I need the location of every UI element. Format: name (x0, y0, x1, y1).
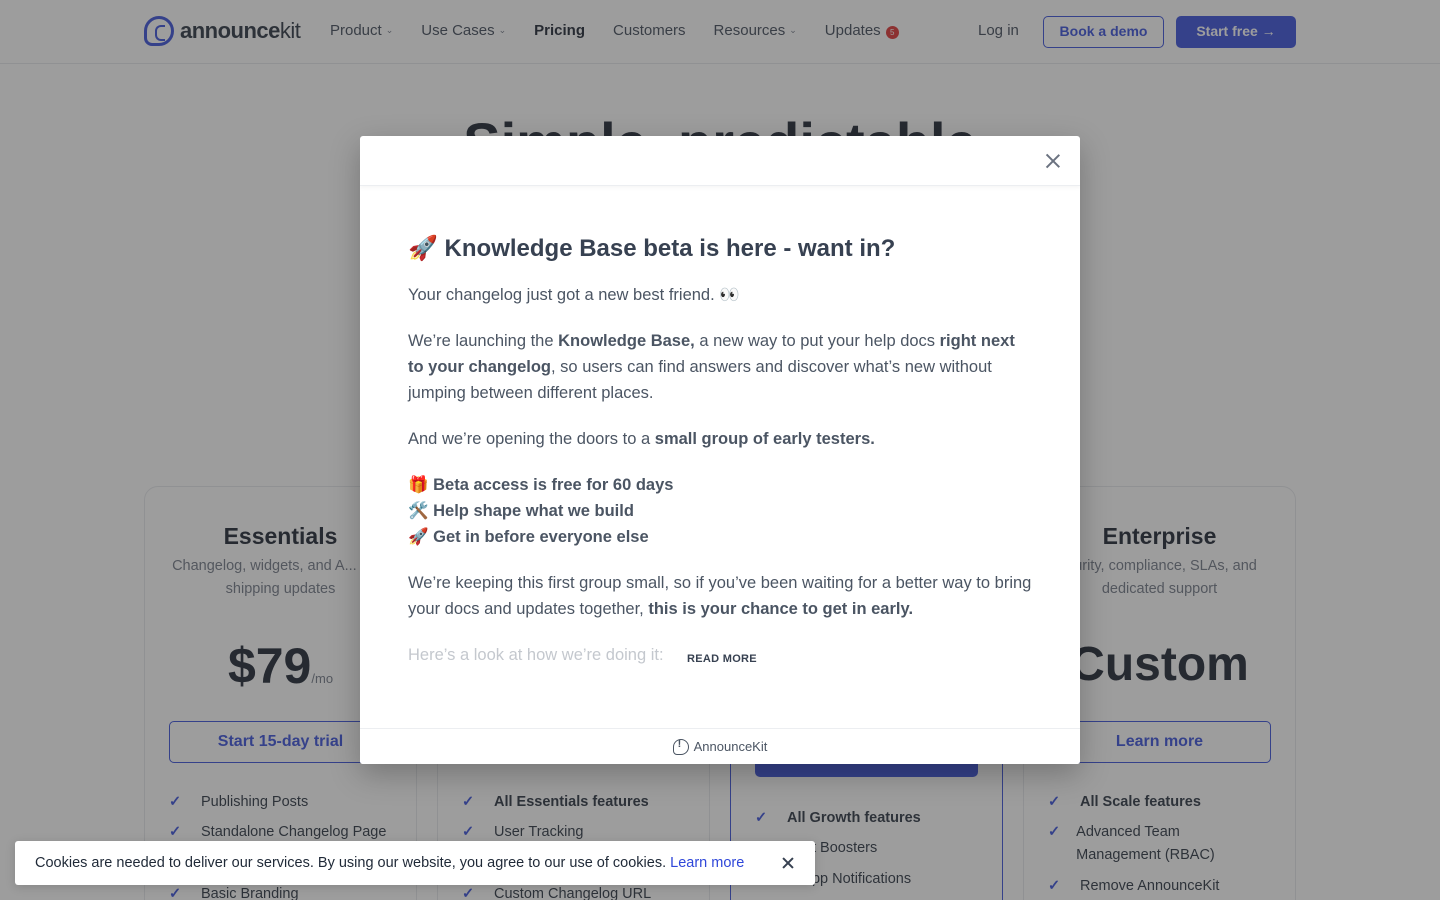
close-icon[interactable] (781, 856, 795, 870)
modal-paragraph-faded: Here’s a look at how we’re doing it: READ MORE (408, 642, 1032, 668)
read-more-link[interactable]: READ MORE (687, 653, 757, 665)
modal-paragraph: Your changelog just got a new best friend. 👀 (408, 286, 740, 304)
cookie-text: Cookies are needed to deliver our services. By using our website, you agree to our use of cookies. (35, 855, 667, 871)
modal-paragraph: We’re keeping this first group small, so if you’ve been waiting for a better way to bring your docs and updates together, this is your chance to get in early. (408, 574, 1032, 618)
perk-list (408, 472, 1032, 550)
announcekit-icon (673, 739, 689, 755)
modal-paragraph: And we’re opening the doors to a small group of early testers. (408, 430, 875, 448)
cookie-learn-more-link[interactable]: Learn more (670, 855, 745, 871)
modal-paragraph: We’re launching the Knowledge Base, a new way to put your help docs right next to your changelog, so users can find answers and discover what’s new without jumping between different places. (408, 332, 1015, 402)
modal-footer[interactable] (360, 728, 1080, 764)
announcement-modal (360, 136, 1080, 764)
modal-title: 🚀 Knowledge Base beta is here - want in? (408, 235, 896, 262)
modal-header (360, 136, 1080, 186)
modal-content (408, 232, 1032, 668)
perk-item: 🚀 Get in before everyone else (408, 528, 649, 546)
powered-by-label: AnnounceKit (693, 739, 768, 754)
perk-item: 🎁 Beta access is free for 60 days (408, 476, 674, 494)
close-icon[interactable] (1044, 152, 1062, 170)
perk-item: 🛠️ Help shape what we build (408, 502, 634, 520)
cookie-banner (15, 841, 815, 885)
